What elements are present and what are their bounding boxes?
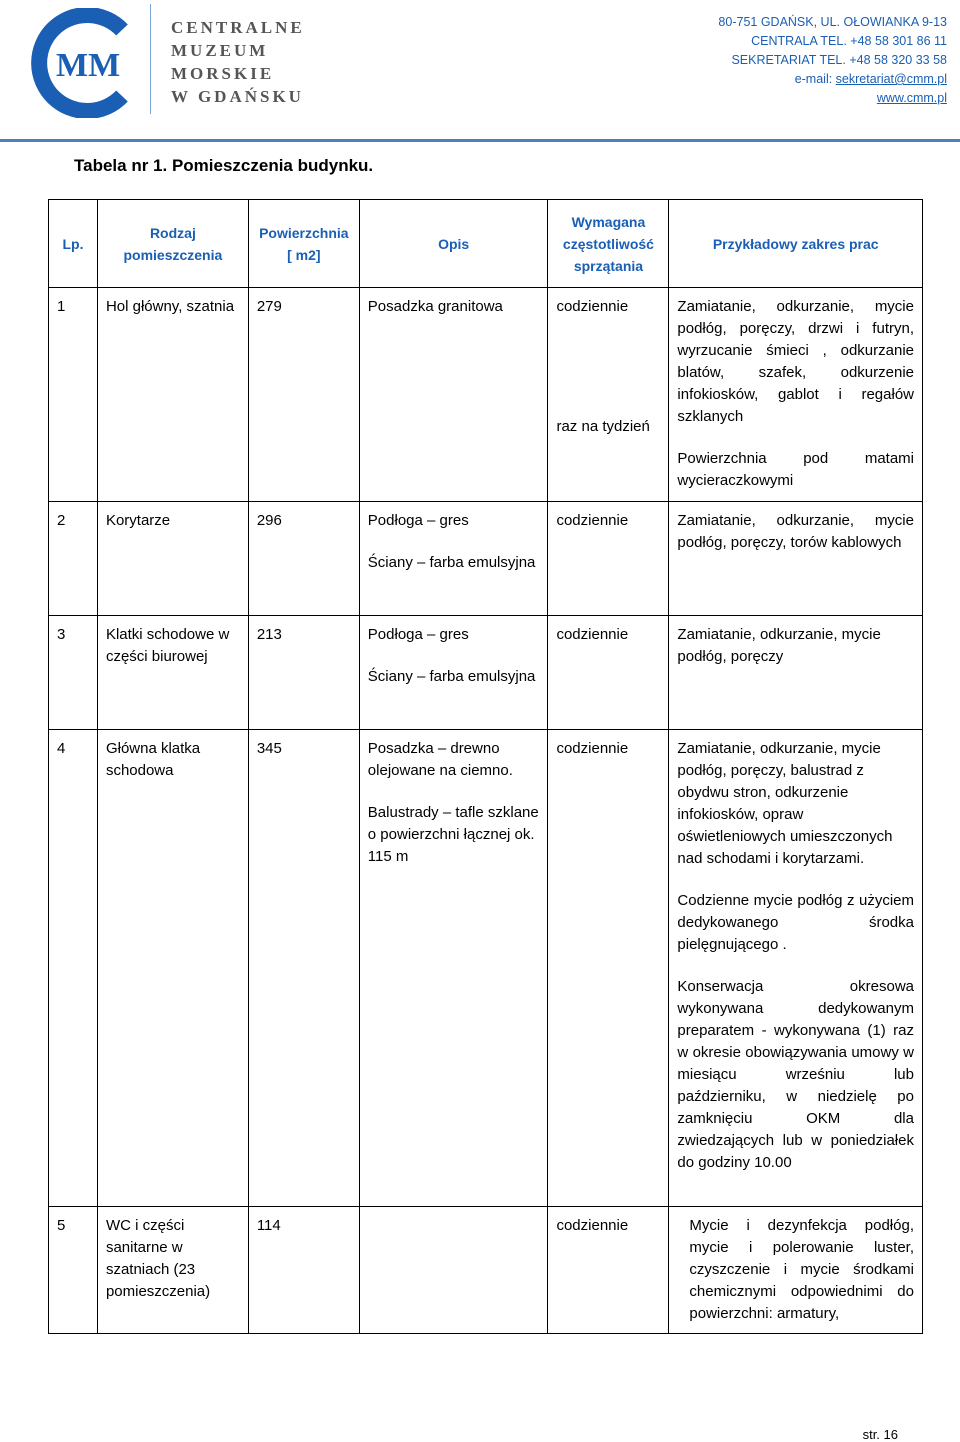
rooms-table bbox=[48, 199, 923, 1334]
header-area: Powierzchnia [ m2] bbox=[248, 200, 359, 288]
table-header-row bbox=[49, 200, 923, 288]
table-row: 4 Główna klatka schodowa 345 Posadzka – drewno olejowane na ciemno. Balustrady – tafle szklane o powierzchni łącznej ok. 115 m codziennie Zamiatanie, odkurzanie, mycie podłóg, poręczy, balustrad z obydwu stron, odkurzenie infokiosków, opraw oświetleniowych umieszczonych nad schodami i korytarzami. Codzienne mycie podłóg z użyciem dedykowanego środka pielęgnującego . Konserwacja okresowa wykonywana dedykowanym preparatem - wykonywana (1) raz w okresie obowiązywania umowy w miesiącu wrześniu lub październiku, w niedzielę po zamknięciu OKM dla zwiedzających lub w poniedziałek do godziny 10.00 bbox=[49, 730, 923, 1207]
museum-name: CENTRALNE MUZEUM MORSKIE W GDAŃSKU bbox=[171, 18, 305, 106]
divider bbox=[150, 4, 151, 114]
table-row: 2 Korytarze 296 Podłoga – gres Ściany – farba emulsyjna codziennie Zamiatanie, odkurzanie, mycie podłóg, poręczy, torów kablowych bbox=[49, 502, 923, 616]
page-number: str. 16 bbox=[862, 1427, 898, 1442]
museum-logo bbox=[22, 8, 142, 118]
website-link[interactable]: www.cmm.pl bbox=[876, 91, 947, 105]
header-scope: Przykładowy zakres prac bbox=[669, 200, 923, 288]
header-lp: Lp. bbox=[49, 200, 98, 288]
letterhead bbox=[0, 0, 960, 140]
address: 80-751 GDAŃSK, UL. OŁOWIANKA 9-13 bbox=[718, 15, 947, 29]
header-freq: Wymagana częstotliwość sprzątania bbox=[548, 200, 669, 288]
central-phone: CENTRALA TEL. +48 58 301 86 11 bbox=[751, 34, 947, 48]
header-desc: Opis bbox=[359, 200, 548, 288]
header-rule bbox=[0, 139, 960, 142]
header-type: Rodzaj pomieszczenia bbox=[97, 200, 248, 288]
table-title: Tabela nr 1. Pomieszczenia budynku. bbox=[74, 156, 374, 175]
table-row: 5 WC i części sanitarne w szatniach (23 pomieszczenia) 114 codziennie Mycie i dezynfekcja podłóg, mycie i polerowanie luster, czyszczenie i mycie środkami chemicznymi odpowiednimi do powierzchni: armatury, bbox=[49, 1207, 923, 1334]
logo-text: MM bbox=[56, 47, 121, 84]
table-row: 1 Hol główny, szatnia 279 Posadzka granitowa codziennie raz na tydzień Zamiatanie, odkurzanie, mycie podłóg, poręczy, drzwi i futryn, wyrzucanie śmieci , odkurzanie blatów, szafek, odkurzenie infokiosków, gablot i regałów szklanych Powierzchnia pod matami wycieraczkowymi bbox=[49, 288, 923, 502]
contact-info: 80-751 GDAŃSK, UL. OŁOWIANKA 9-13 CENTRALA TEL. +48 58 301 86 11 SEKRETARIAT TEL. +48 58 320 33 58 e-mail: sekretariat@cmm.pl www.cmm.pl bbox=[718, 15, 947, 105]
email-link[interactable]: sekretariat@cmm.pl bbox=[835, 72, 947, 86]
table-row: 3 Klatki schodowe w części biurowej 213 Podłoga – gres Ściany – farba emulsyjna codziennie Zamiatanie, odkurzanie, mycie podłóg, poręczy bbox=[49, 616, 923, 730]
secretary-phone: SEKRETARIAT TEL. +48 58 320 33 58 bbox=[731, 53, 947, 67]
